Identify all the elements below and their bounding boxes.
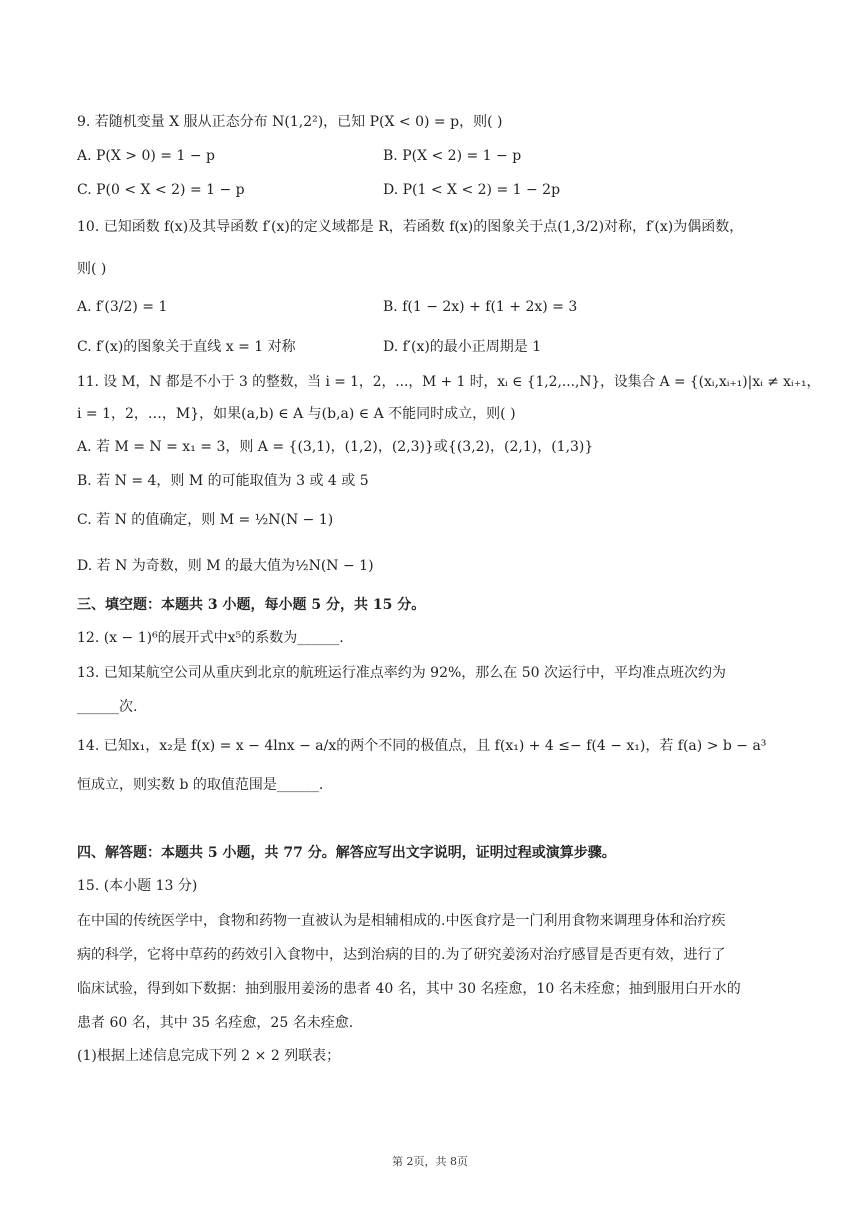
q10-option-d: D. f′(x)的最小正周期是 1 <box>383 339 542 355</box>
q11-option-b: B. 若 N = 4，则 M 的可能取值为 3 或 4 或 5 <box>77 473 369 489</box>
q15-title: 15. (本小题 13 分) <box>77 878 198 894</box>
q15-paragraph-line4: 患者 60 名，其中 35 名痊愈，25 名未痊愈. <box>77 1015 354 1031</box>
q10-stem-line2: 则( ) <box>77 261 107 277</box>
q11-stem-line1: 11. 设 M，N 都是不小于 3 的整数，当 i = 1，2，...，M + 1 时，xᵢ ∈ {1,2,...,N}，设集合 A = {(xᵢ,xᵢ₊₁)|xᵢ ≠ xᵢ₊₁， <box>77 374 821 390</box>
q9-option-c: C. P(0 < X < 2) = 1 − p <box>77 182 245 198</box>
q13-line1: 13. 已知某航空公司从重庆到北京的航班运行准点率约为 92%，那么在 50 次运行中，平均准点班次约为 <box>77 665 726 681</box>
q15-paragraph-line1: 在中国的传统医学中，食物和药物一直被认为是相辅相成的.中医食疗是一门利用食物来调理身体和治疗疾 <box>77 913 726 929</box>
q10-option-b: B. f(1 − 2x) + f(1 + 2x) = 3 <box>383 299 578 315</box>
q11-stem-line2: i = 1，2，…，M}，如果(a,b) ∈ A 与(b,a) ∈ A 不能同时成立，则( ) <box>77 406 516 422</box>
q11-option-d: D. 若 N 为奇数，则 M 的最大值为½N(N − 1) <box>77 558 374 574</box>
q9-option-a: A. P(X > 0) = 1 − p <box>77 148 215 164</box>
q12: 12. (x − 1)⁶的展开式中x⁵的系数为______. <box>77 630 344 646</box>
q9-stem: 9. 若随机变量 X 服从正态分布 N(1,2²)，已知 P(X < 0) = p，则( ) <box>77 114 503 130</box>
q11-option-c: C. 若 N 的值确定，则 M = ½N(N − 1) <box>77 512 334 528</box>
q14-line1: 14. 已知x₁，x₂是 f(x) = x − 4lnx − a/x的两个不同的极值点，且 f(x₁) + 4 ≤− f(4 − x₁)，若 f(a) > b − a³ <box>77 738 767 754</box>
q11-option-a: A. 若 M = N = x₁ = 3，则 A = {(3,1)，(1,2)，(2,3)}或{(3,2)，(2,1)，(1,3)} <box>77 439 594 455</box>
q15-paragraph-line3: 临床试验，得到如下数据：抽到服用姜汤的患者 40 名，其中 30 名痊愈，10 名未痊愈；抽到服用白开水的 <box>77 981 741 997</box>
page-footer: 第 2页，共 8页 <box>392 1155 468 1168</box>
q15-subquestion-1: (1)根据上述信息完成下列 2 × 2 列联表； <box>77 1048 341 1064</box>
q10-option-c: C. f′(x)的图象关于直线 x = 1 对称 <box>77 339 296 355</box>
q15-paragraph-line2: 病的科学，它将中草药的药效引入食物中，达到治病的目的.为了研究姜汤对治疗感冒是否更有效，进行了 <box>77 947 726 963</box>
q9-option-d: D. P(1 < X < 2) = 1 − 2p <box>383 182 561 198</box>
q10-stem-line1: 10. 已知函数 f(x)及其导函数 f′(x)的定义域都是 R，若函数 f(x)的图象关于点(1,3/2)对称，f′(x)为偶函数， <box>77 219 744 235</box>
q14-line2: 恒成立，则实数 b 的取值范围是______. <box>77 777 324 793</box>
section4-heading: 四、解答题：本题共 5 小题，共 77 分。解答应写出文字说明，证明过程或演算步骤。 <box>77 845 616 861</box>
q9-option-b: B. P(X < 2) = 1 − p <box>383 148 522 164</box>
q13-line2: ______次. <box>77 699 138 715</box>
section3-heading: 三、填空题：本题共 3 小题，每小题 5 分，共 15 分。 <box>77 597 426 613</box>
q10-option-a: A. f′(3/2) = 1 <box>77 299 168 315</box>
